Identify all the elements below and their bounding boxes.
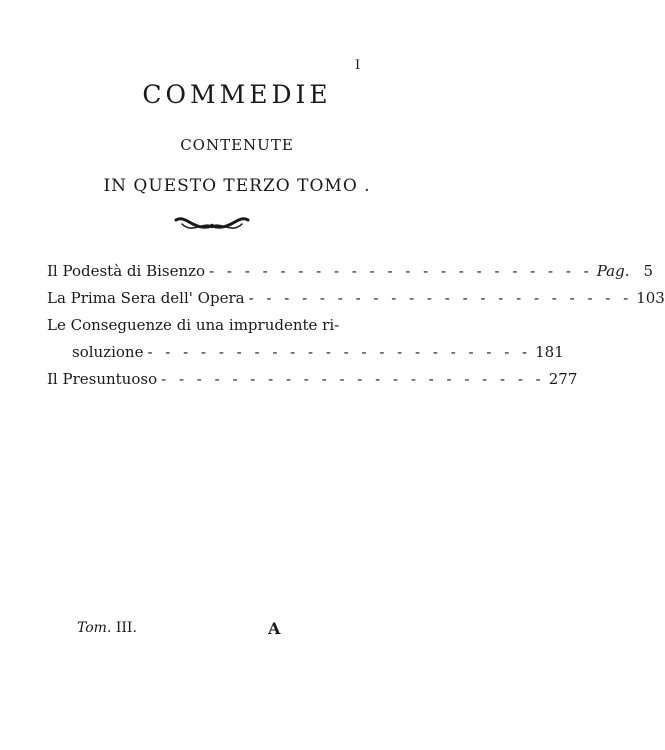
toc-entry-title: La Prima Sera dell' Opera	[47, 289, 245, 307]
page-title: COMMEDIE	[142, 80, 332, 109]
toc-entry-title: Il Presuntuoso	[47, 370, 158, 388]
signature-mark: A	[268, 619, 281, 638]
volume-footer-label: Tom.	[77, 620, 112, 636]
toc-entry-title: Le Conseguenze di una imprudente ri-	[47, 316, 340, 334]
table-of-contents	[47, 258, 665, 393]
toc-entry	[47, 312, 377, 339]
toc-entry-title-continuation: soluzione	[72, 343, 144, 361]
toc-entry	[47, 366, 578, 393]
toc-dot-leader: - - - - - - - - - - - - - - - - - - - - - -	[161, 370, 545, 388]
page-number: I	[355, 58, 361, 73]
toc-entry-page: 181	[535, 343, 564, 361]
toc-entry	[47, 285, 665, 312]
toc-entry-title: Il Podestà di Bisenzo	[47, 262, 206, 280]
toc-entry-continuation	[47, 339, 564, 366]
subtitle-contenute: CONTENUTE	[180, 136, 294, 154]
toc-dot-leader: - - - - - - - - - - - - - - - - - - - - - -	[209, 262, 593, 280]
volume-footer-number: III.	[115, 620, 137, 636]
swash-ornament-icon	[172, 210, 252, 238]
toc-pag-label: Pag.	[596, 262, 630, 280]
toc-entry-page: 103	[636, 289, 665, 307]
volume-footer	[77, 620, 137, 636]
toc-entry-page: 277	[548, 370, 578, 388]
toc-dot-leader: - - - - - - - - - - - - - - - - - - - - - -	[147, 343, 532, 361]
toc-entry-page: 5	[643, 262, 654, 280]
toc-entry	[47, 258, 654, 285]
toc-dot-leader: - - - - - - - - - - - - - - - - - - - - - -	[248, 289, 633, 307]
subtitle-volume: IN QUESTO TERZO TOMO .	[103, 176, 371, 196]
